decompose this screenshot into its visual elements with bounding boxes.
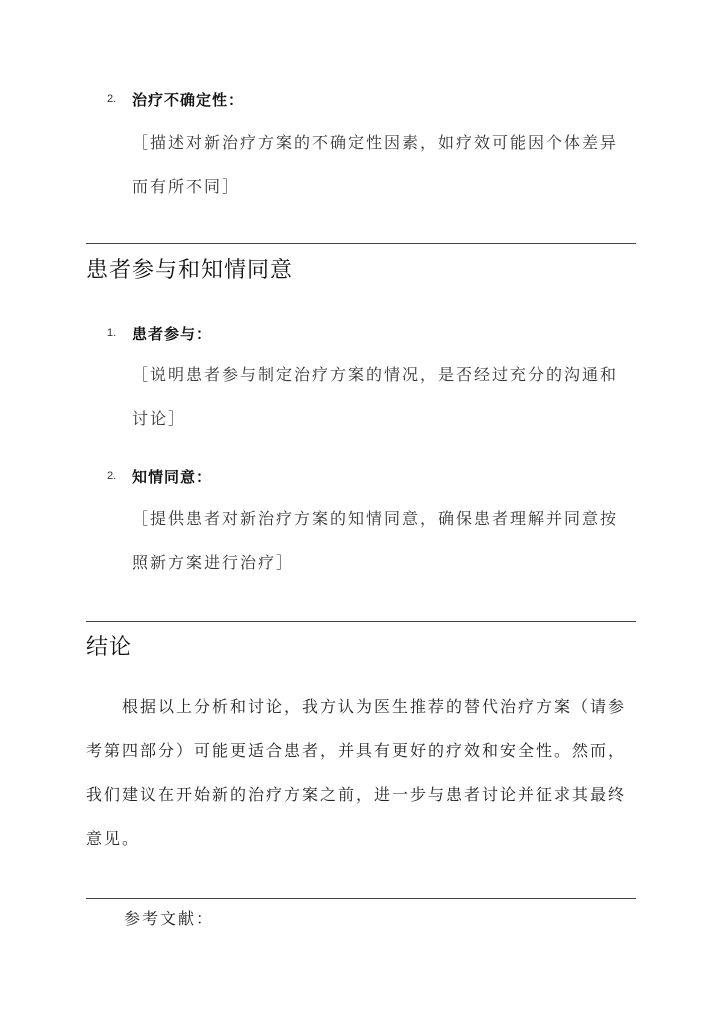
item-body-uncertainty: ［描述对新治疗方案的不确定性因素，如疗效可能因个体差异而有所不同］: [132, 133, 619, 196]
list-number: 2.: [107, 470, 117, 482]
list-number: 1.: [107, 327, 117, 339]
references-label: 参考文献：: [124, 909, 215, 928]
section-divider: [86, 243, 636, 244]
section-heading-patient: 患者参与和知情同意: [86, 258, 294, 283]
item-body-informed-consent: ［提供患者对新治疗方案的知情同意，确保患者理解并同意按照新方案进行治疗］: [132, 509, 619, 572]
item-title-uncertainty: 治疗不确定性：: [132, 91, 245, 109]
section-divider: [86, 898, 636, 899]
item-title-informed-consent: 知情同意：: [132, 468, 213, 486]
item-title-patient-participation: 患者参与：: [132, 325, 213, 343]
section-heading-conclusion: 结论: [86, 635, 133, 660]
item-body-patient-participation: ［说明患者参与制定治疗方案的情况，是否经过充分的沟通和讨论］: [132, 365, 619, 428]
section-divider: [86, 621, 636, 622]
list-number: 2.: [107, 93, 117, 105]
conclusion-paragraph: 根据以上分析和讨论，我方认为医生推荐的替代治疗方案（请参考第四部分）可能更适合患者，并具有更好的疗效和安全性。然而，我们建议在开始新的治疗方案之前，进一步与患者讨论并征求其最终意见。: [86, 697, 627, 848]
